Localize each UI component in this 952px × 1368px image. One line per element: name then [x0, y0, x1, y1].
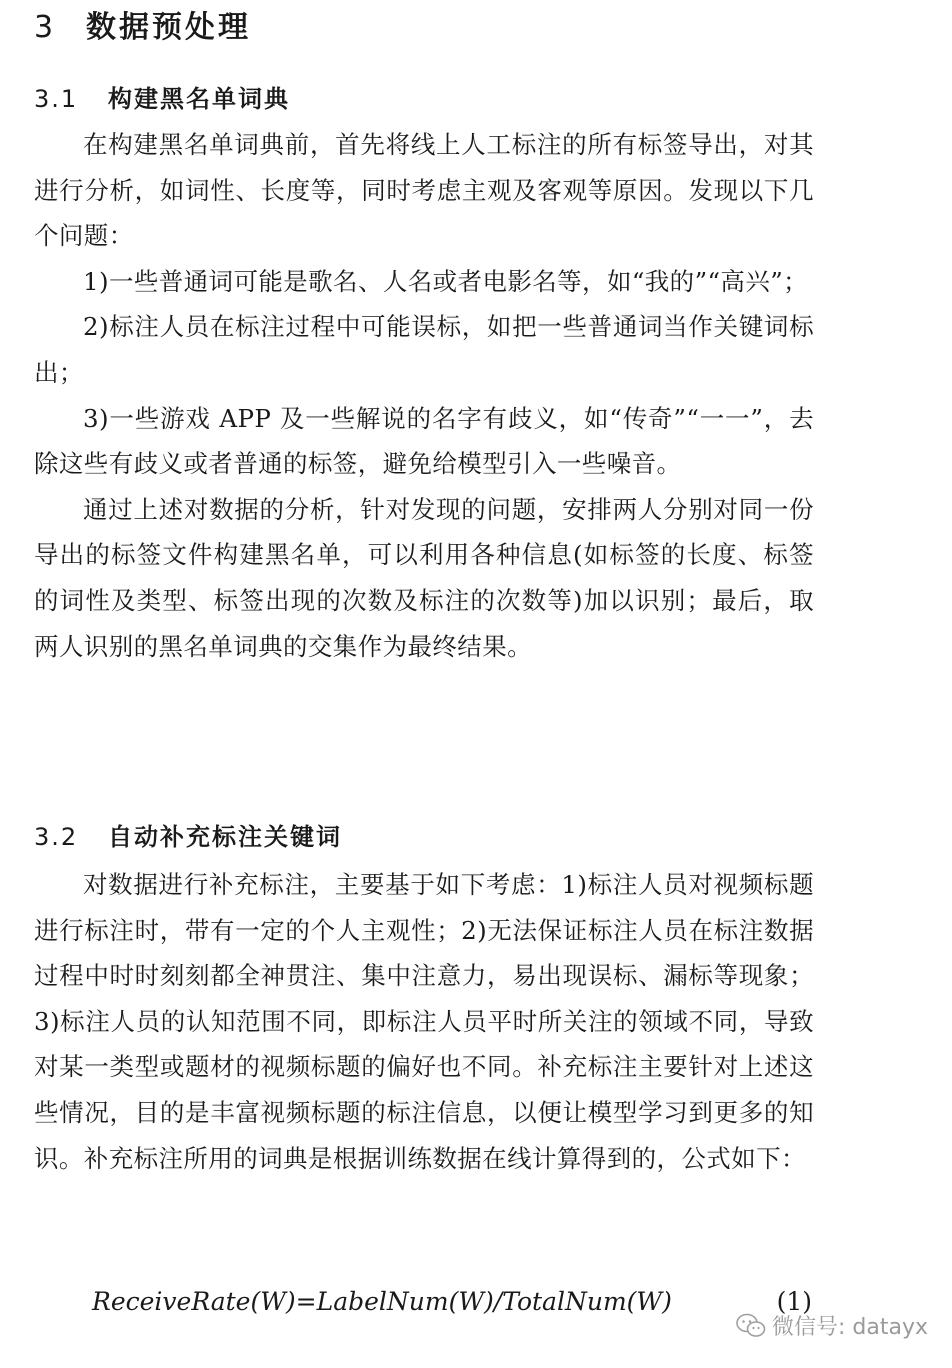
subsection-title-1: 构建黑名单词典	[108, 85, 290, 113]
subsection-heading-1	[34, 82, 290, 116]
equation-number: (1)	[776, 1287, 812, 1316]
subsection-title-2: 自动补充标注关键词	[108, 823, 342, 851]
subsection-heading-2	[34, 820, 342, 854]
paragraph: 2)标注人员在标注过程中可能误标，如把一些普通词当作关键词标出；	[34, 312, 814, 387]
subsection-body-2	[34, 862, 814, 1181]
section-heading	[34, 6, 251, 50]
section-title: 数据预处理	[86, 10, 251, 45]
formula	[92, 1282, 812, 1322]
subsection-body-1	[34, 122, 814, 669]
wechat-icon	[736, 1313, 766, 1339]
formula-expression: ReceiveRate(W)=LabelNum(W)/TotalNum(W)	[92, 1287, 672, 1316]
paragraph: 在构建黑名单词典前，首先将线上人工标注的所有标签导出，对其进行分析，如词性、长度等，同时考虑主观及客观等原因。发现以下几个问题：	[34, 130, 814, 251]
paragraph: 1)一些普通词可能是歌名、人名或者电影名等，如“我的”“高兴”；	[83, 266, 809, 296]
section-number: 3	[34, 10, 57, 45]
watermark	[736, 1310, 928, 1341]
subsection-number-2: 3.2	[34, 823, 79, 851]
paragraph: 对数据进行补充标注，主要基于如下考虑：1)标注人员对视频标题进行标注时，带有一定的个人主观性；2)无法保证标注人员在标注数据过程中时时刻刻都全神贯注、集中注意力，易出现误标、漏标等现象；3)标注人员的认知范围不同，即标注人员平时所关注的领域不同，导致对某一类型或题材的视频标题的偏好也不同。补充标注主要针对上述这些情况，目的是丰富视频标题的标注信息，以便让模型学习到更多的知识。补充标注所用的词典是根据训练数据在线计算得到的，公式如下：	[34, 870, 814, 1173]
subsection-number-1: 3.1	[34, 85, 79, 113]
watermark-text: 微信号: datayx	[772, 1315, 928, 1340]
paragraph: 3)一些游戏 APP 及一些解说的名字有歧义，如“传奇”“一一”，去除这些有歧义或者普通的标签，避免给模型引入一些噪音。	[34, 403, 814, 479]
paragraph: 通过上述对数据的分析，针对发现的问题，安排两人分别对同一份导出的标签文件构建黑名单，可以利用各种信息(如标签的长度、标签的词性及类型、标签出现的次数及标注的次数等)加以识别；最后，取两人识别的黑名单词典的交集作为最终结果。	[34, 494, 814, 661]
